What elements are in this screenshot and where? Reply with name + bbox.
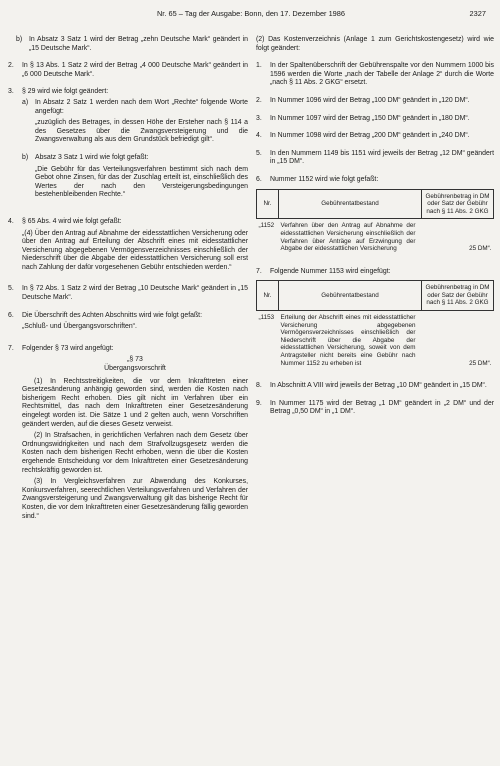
cost-item-7-number: 7. xyxy=(256,267,262,275)
col-header-nr: Nr. xyxy=(257,189,279,219)
item-4-number: 4. xyxy=(8,217,14,225)
item-3b-quote: „Die Gebühr für das Verteilungsverfahren bestimmt sich nach dem Gebot ohne Zinsen, für das der Zuschlag erteilt ist, einschließlich des Wertes der nach den Versteigerungsbedingungen bestehenbleibenden Rechte.“ xyxy=(35,165,248,199)
item-6-number: 6. xyxy=(8,311,14,319)
fee-table-header xyxy=(257,189,494,219)
item-1b-text: In Absatz 3 Satz 1 wird der Betrag „zehn Deutsche Mark“ geändert in „15 Deutsche Mark“. xyxy=(29,36,248,52)
table-row xyxy=(257,219,494,256)
item-2 xyxy=(8,62,248,79)
item-3 xyxy=(8,88,248,209)
cost-item-7 xyxy=(256,268,494,371)
col-header-description: Gebührentatbestand xyxy=(279,281,422,311)
col-header-fee: Gebührenbetrag in DM oder Satz der Gebühr nach § 11 Abs. 2 GKG xyxy=(422,189,494,219)
section-73-heading: Übergangsvorschrift xyxy=(104,365,166,373)
left-column xyxy=(8,36,248,533)
cost-item-4-text: In Nummer 1098 wird der Betrag „200 DM“ geändert in „240 DM“. xyxy=(270,132,470,140)
cost-item-1 xyxy=(256,62,494,88)
item-2-number: 2. xyxy=(8,62,14,70)
item-4 xyxy=(8,218,248,277)
issue-line: Nr. 65 – Tag der Ausgabe: Bonn, den 17. Dezember 1986 xyxy=(156,9,346,18)
row-fee: 25 DM“. xyxy=(422,311,494,371)
cost-item-5 xyxy=(256,150,494,167)
section-73-label: „§ 73 xyxy=(127,356,143,364)
item-6 xyxy=(8,312,248,336)
fee-table-1153 xyxy=(256,280,494,370)
col-header-fee: Gebührenbetrag in DM oder Satz der Gebühr nach § 11 Abs. 2 GKG xyxy=(422,281,494,311)
cost-item-4 xyxy=(256,132,494,141)
item-3-text: § 29 wird wie folgt geändert: xyxy=(22,88,109,96)
page-header xyxy=(16,10,486,22)
cost-item-5-number: 5. xyxy=(256,149,262,157)
cost-item-6-number: 6. xyxy=(256,175,262,183)
fee-table-header xyxy=(257,281,494,311)
item-3b xyxy=(22,154,248,204)
item-4-text: § 65 Abs. 4 wird wie folgt gefaßt: xyxy=(22,217,122,225)
cost-item-1-text: In der Spaltenüberschrift der Gebührenspalte vor den Nummern 1000 bis 1596 werden die Worte „nach der Tabelle der Anlage 2“ durch die Worte „nach § 11 Abs. 2 GKG“ ersetzt. xyxy=(270,62,494,87)
item-5 xyxy=(8,285,248,302)
cost-item-3 xyxy=(256,115,494,124)
right-column xyxy=(256,36,494,426)
row-description: Verfahren über den Antrag auf Abnahme der eidesstattlichen Versicherung einschließlich der Verfahren über Anträge auf Erzwingung der Abgabe der eidesstattlichen Versicherung xyxy=(279,219,422,256)
col-header-description: Gebührentatbestand xyxy=(279,189,422,219)
cost-item-1-number: 1. xyxy=(256,62,262,70)
cost-item-4-number: 4. xyxy=(256,132,262,140)
row-fee: 25 DM“. xyxy=(422,219,494,256)
cost-item-5-text: In den Nummern 1149 bis 1151 wird jeweils der Betrag „12 DM“ geändert in „15 DM“. xyxy=(270,149,494,166)
item-5-number: 5. xyxy=(8,285,14,293)
fee-table-1152 xyxy=(256,189,494,256)
cost-item-9-number: 9. xyxy=(256,399,262,407)
page-number: 2327 xyxy=(469,9,486,18)
cost-item-2 xyxy=(256,97,494,106)
item-3a-text: In Absatz 2 Satz 1 werden nach dem Wort „Rechte“ folgende Worte angefügt: xyxy=(35,98,248,115)
cost-item-9 xyxy=(256,400,494,417)
cost-item-6-text: Nummer 1152 wird wie folgt gefaßt: xyxy=(270,175,379,183)
section-73-paragraph-3: (3) In Vergleichsverfahren zur Abwendung des Konkurses, Konkursverfahren, seerechtlichen Verteilungsverfahren und Verfahren der Zwangsversteigerung und Zwangsverwaltung gilt das bisherige Recht für Kosten, die vor dem Inkrafttreten einer Gesetzesänderung fällig geworden sind.“ xyxy=(22,478,248,520)
section-73-paragraph-2: (2) In Strafsachen, in gerichtlichen Verfahren nach dem Gesetz über Ordnungswidrigkeiten und nach dem Strafvollzugsgesetz werden die Kosten nach dem bisherigen Recht erhoben, wenn die über die Kosten ergehende Entscheidung vor dem Inkrafttreten einer Gesetzesänderung rechtskräftig geworden ist. xyxy=(22,432,248,474)
cost-item-3-text: In Nummer 1097 wird der Betrag „150 DM“ geändert in „180 DM“. xyxy=(270,114,470,122)
item-3a-label: a) xyxy=(22,98,29,106)
item-1b-label: b) xyxy=(16,36,23,43)
right-intro: (2) Das Kostenverzeichnis (Anlage 1 zum Gerichtskostengesetz) wird wie folgt geändert: xyxy=(256,36,494,52)
item-6-text: Die Überschrift des Achten Abschnitts wird wie folgt gefaßt: xyxy=(22,311,203,319)
row-description: Erteilung der Abschrift eines mit eidesstattlicher Versicherung abgegebenen Vermögensverzeichnisses einschließlich der Niederschrift über die Abgabe der eidesstattlichen Versicherung, soweit von dem Antragsteller nicht bereits eine Gebühr nach Nummer 1152 zu erheben ist xyxy=(279,311,422,371)
cost-item-7-text: Folgende Nummer 1153 wird eingefügt: xyxy=(270,267,391,275)
item-3b-label: b) xyxy=(22,153,29,161)
cost-item-2-text: In Nummer 1096 wird der Betrag „100 DM“ geändert in „120 DM“. xyxy=(270,96,470,104)
row-number: „1153 xyxy=(257,311,279,371)
item-6-quote: „Schluß- und Übergangsvorschriften“. xyxy=(22,323,137,331)
cost-item-8 xyxy=(256,382,494,391)
row-number: „1152 xyxy=(257,219,279,256)
cost-item-9-text: In Nummer 1175 wird der Betrag „1 DM“ geändert in „2 DM“ und der Betrag „0,50 DM“ in „1 DM“. xyxy=(270,399,494,416)
item-3-number: 3. xyxy=(8,88,14,96)
section-73-paragraph-1: (1) In Rechtsstreitigkeiten, die vor dem Inkrafttreten einer Gesetzesänderung anhängig geworden sind, werden die Kosten nach bisherigem Recht erhoben. Dies gilt nicht im Verfahren über ein Rechtsmittel, das nach dem Inkrafttreten einer Gesetzesänderung eingelegt worden ist. Die Sätze 1 und 2 gelten auch, wenn Vorschriften geändert werden, auf die dieses Gesetz verweist. xyxy=(22,377,248,428)
item-3a-quote: „zuzüglich des Betrages, in dessen Höhe der Ersteher nach § 114 a des Gesetzes über die Zwangsversteigerung und die Zwangsverwaltung als aus dem Grundstück befriedigt gilt“. xyxy=(35,119,248,144)
item-5-text: In § 72 Abs. 1 Satz 2 wird der Betrag „10 Deutsche Mark“ geändert in „15 Deutsche Mark“. xyxy=(22,285,248,302)
item-7 xyxy=(8,345,248,524)
item-2-text: In § 13 Abs. 1 Satz 2 wird der Betrag „4 000 Deutsche Mark“ geändert in „6 000 Deutsche Mark“. xyxy=(22,62,248,78)
item-1b xyxy=(16,36,248,53)
item-3a xyxy=(22,99,248,149)
table-row xyxy=(257,311,494,371)
item-4-quote: „(4) Über den Antrag auf Abnahme der eidesstattlichen Versicherung oder über den Antrag auf Erteilung der Abschrift eines mit eidesstattlicher Versicherung abgegebenen Vermögensverzeichnisses einschließlich der Niederschrift über die Abgabe der eidesstattlichen Versicherung soll erst nach Zahlung der dafür vorgesehenen Gebühr entschieden werden.“ xyxy=(22,229,248,271)
col-header-nr: Nr. xyxy=(257,281,279,311)
cost-item-3-number: 3. xyxy=(256,114,262,122)
item-3b-text: Absatz 3 Satz 1 wird wie folgt gefaßt: xyxy=(35,153,149,161)
cost-item-2-number: 2. xyxy=(256,96,262,104)
item-7-text: Folgender § 73 wird angefügt: xyxy=(22,344,114,352)
item-7-number: 7. xyxy=(8,344,14,352)
cost-item-8-text: In Abschnitt A VIII wird jeweils der Betrag „10 DM“ geändert in „15 DM“. xyxy=(270,382,487,390)
cost-item-8-number: 8. xyxy=(256,382,262,390)
cost-item-6 xyxy=(256,176,494,256)
